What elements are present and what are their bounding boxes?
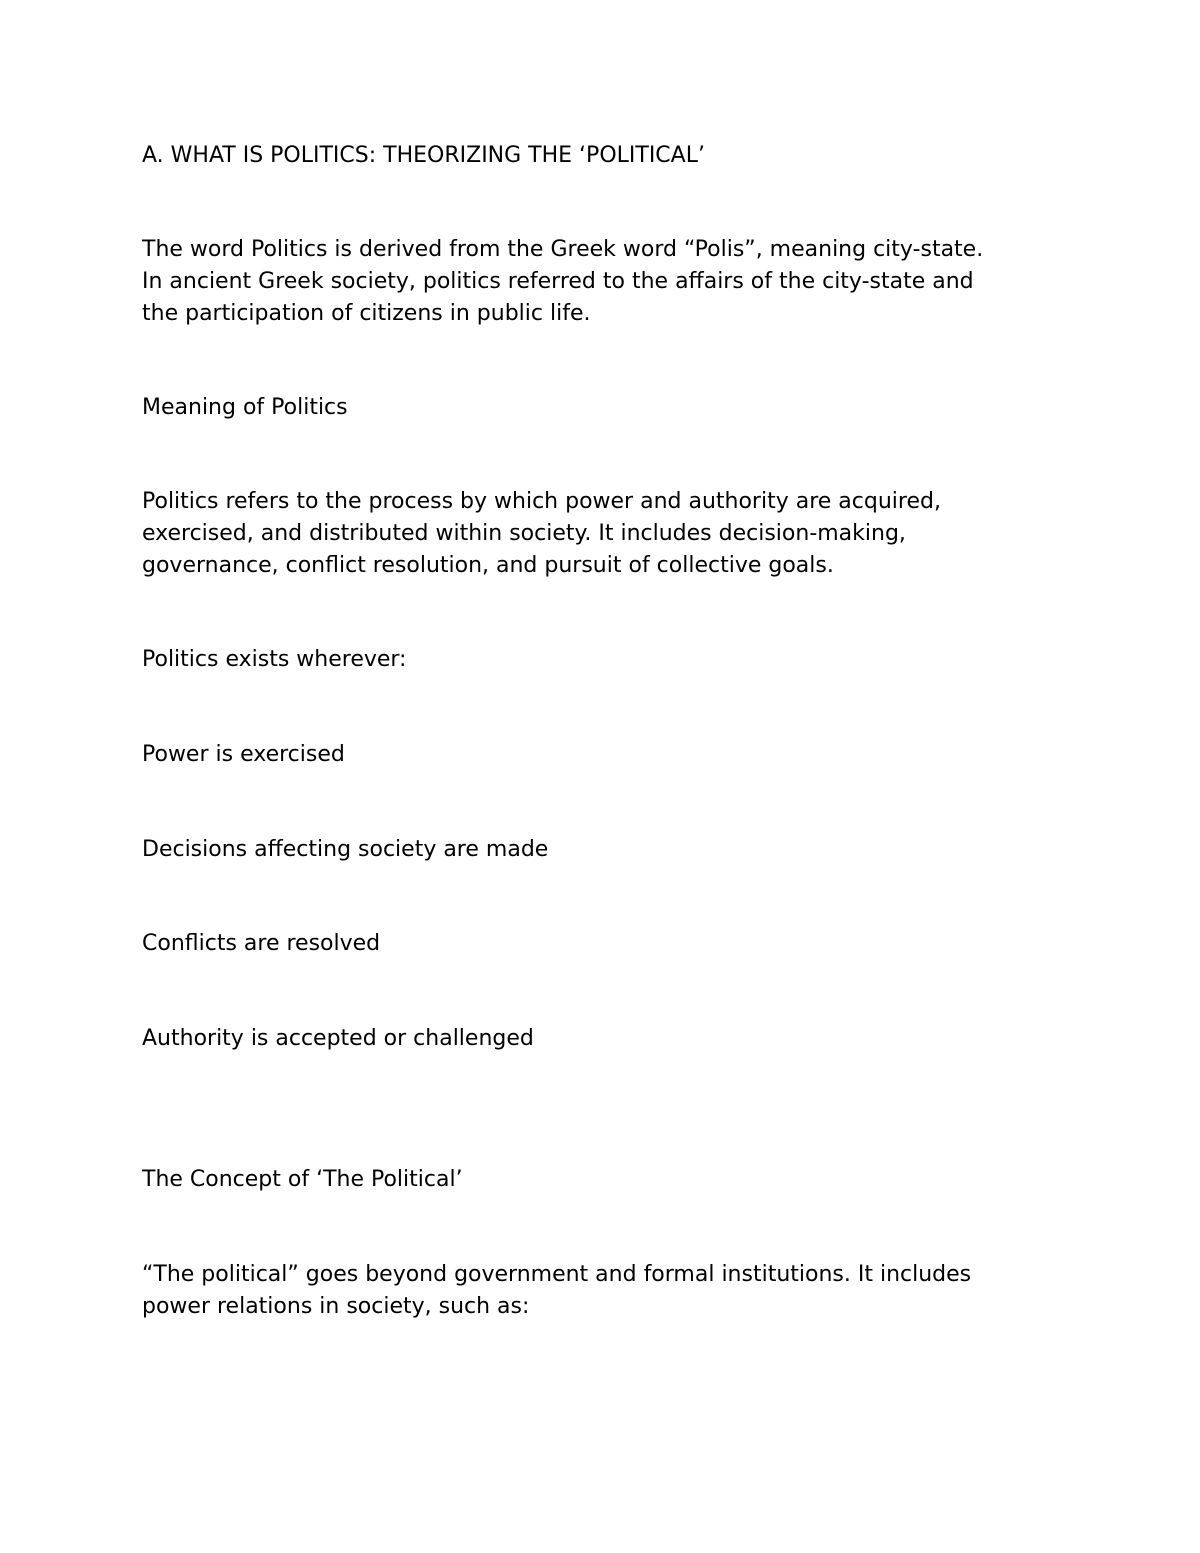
meaning-line-3: governance, conflict resolution, and pursuit of collective goals. [142,553,834,578]
meaning-line-1: Politics refers to the process by which power and authority are acquired, [142,489,941,514]
exists-item-conflicts: Conflicts are resolved [142,931,381,956]
meaning-line-2: exercised, and distributed within society. It includes decision-making, [142,521,906,546]
intro-line-3: the participation of citizens in public life. [142,301,591,326]
meaning-heading: Meaning of Politics [142,395,348,420]
exists-item-decisions: Decisions affecting society are made [142,837,549,862]
section-heading: A. WHAT IS POLITICS: THEORIZING THE ‘POLITICAL’ [142,143,705,168]
exists-label: Politics exists wherever: [142,647,407,672]
concept-line-1: “The political” goes beyond government and formal institutions. It includes [142,1262,972,1287]
exists-item-power: Power is exercised [142,742,345,767]
exists-item-authority: Authority is accepted or challenged [142,1026,534,1051]
intro-line-1: The word Politics is derived from the Greek word “Polis”, meaning city-state. [142,237,984,262]
intro-line-2: In ancient Greek society, politics referred to the affairs of the city-state and [142,269,974,294]
concept-heading: The Concept of ‘The Political’ [142,1167,463,1192]
concept-line-2: power relations in society, such as: [142,1294,530,1319]
